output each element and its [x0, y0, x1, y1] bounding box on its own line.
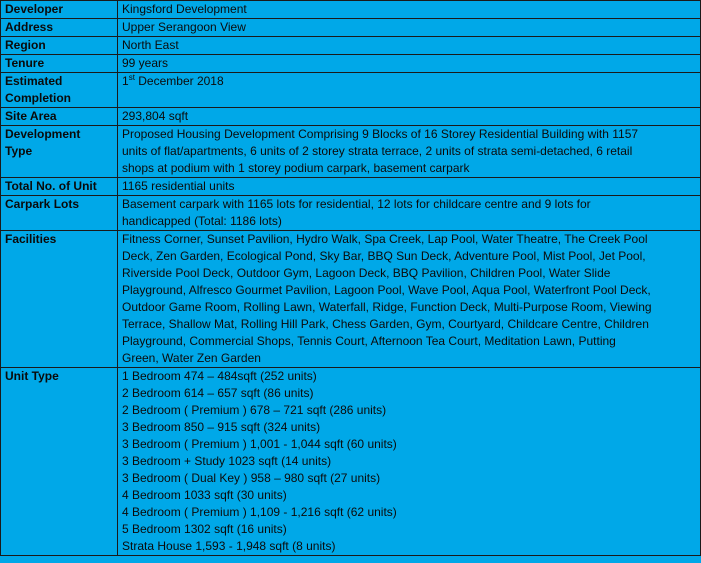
row-address — [1, 19, 701, 37]
facilities-line: Riverside Pool Deck, Outdoor Gym, Lagoon Deck, BBQ Pavilion, Children Pool, Water Slide — [122, 266, 611, 280]
completion-ordinal: st — [128, 73, 135, 82]
dev-type-line: units of flat/apartments, 6 units of 2 storey strata terrace, 2 units of strata semi-detached, 6 retail — [122, 144, 633, 158]
completion-rest: December 2018 — [134, 74, 224, 88]
unit-type-line: 4 Bedroom 1033 sqft (30 units) — [122, 488, 287, 502]
label-tenure: Tenure — [1, 55, 118, 73]
row-site-area — [1, 108, 701, 126]
row-facilities — [1, 231, 701, 368]
label-unit-type: Unit Type — [1, 368, 118, 556]
label-dev-type-line1: Development — [5, 127, 81, 141]
label-region: Region — [1, 37, 118, 55]
label-completion — [1, 73, 118, 108]
carpark-line: Basement carpark with 1165 lots for residential, 12 lots for childcare centre and 9 lots for — [122, 197, 591, 211]
facilities-line: Deck, Zen Garden, Ecological Pond, Sky Bar, BBQ Sun Deck, Adventure Pool, Mist Pool, Jet Pool, — [122, 249, 646, 263]
label-dev-type-line2: Type — [5, 144, 33, 158]
unit-type-line: 3 Bedroom ( Premium ) 1,001 - 1,044 sqft (60 units) — [122, 437, 397, 451]
row-unit-type — [1, 368, 701, 556]
facilities-line: Playground, Commercial Shops, Tennis Court, Afternoon Tea Court, Meditation Lawn, Putting — [122, 334, 616, 348]
facilities-line: Green, Water Zen Garden — [122, 351, 261, 365]
value-address: Upper Serangoon View — [118, 19, 701, 37]
dev-type-line: shops at podium with 1 storey podium carpark, basement carpark — [122, 161, 470, 175]
label-address: Address — [1, 19, 118, 37]
label-completion-line2: Completion — [5, 91, 71, 105]
unit-type-line: 5 Bedroom 1302 sqft (16 units) — [122, 522, 287, 536]
unit-type-line: 3 Bedroom 850 – 915 sqft (324 units) — [122, 420, 321, 434]
row-carpark — [1, 196, 701, 231]
value-development-type — [118, 126, 701, 178]
row-completion — [1, 73, 701, 108]
dev-type-line: Proposed Housing Development Comprising 9 Blocks of 16 Storey Residential Building with 1157 — [122, 127, 639, 141]
unit-type-line: 3 Bedroom + Study 1023 sqft (14 units) — [122, 454, 332, 468]
row-tenure — [1, 55, 701, 73]
facilities-line: Outdoor Game Room, Rolling Lawn, Waterfall, Ridge, Function Deck, Multi-Purpose Room, Viewing — [122, 300, 652, 314]
facilities-line: Fitness Corner, Sunset Pavilion, Hydro Walk, Spa Creek, Lap Pool, Water Theatre, The Creek Pool — [122, 232, 648, 246]
unit-type-line: 2 Bedroom 614 – 657 sqft (86 units) — [122, 386, 314, 400]
unit-type-line: 2 Bedroom ( Premium ) 678 – 721 sqft (286 units) — [122, 403, 387, 417]
label-developer: Developer — [1, 1, 118, 19]
facilities-line: Playground, Alfresco Gourmet Pavilion, Lagoon Pool, Wave Pool, Aqua Pool, Waterfront Pool Deck, — [122, 283, 651, 297]
row-development-type — [1, 126, 701, 178]
value-unit-type — [118, 368, 701, 556]
value-completion — [118, 73, 701, 108]
row-total-units — [1, 178, 701, 196]
label-total-units: Total No. of Unit — [1, 178, 118, 196]
carpark-line: handicapped (Total: 1186 lots) — [122, 214, 282, 228]
value-total-units: 1165 residential units — [118, 178, 701, 196]
unit-type-line: 1 Bedroom 474 – 484sqft (252 units) — [122, 369, 317, 383]
value-tenure: 99 years — [118, 55, 701, 73]
label-carpark: Carpark Lots — [1, 196, 118, 231]
label-facilities: Facilities — [1, 231, 118, 368]
label-completion-line1: Estimated — [5, 74, 63, 88]
value-site-area: 293,804 sqft — [118, 108, 701, 126]
unit-type-line: 4 Bedroom ( Premium ) 1,109 - 1,216 sqft (62 units) — [122, 505, 397, 519]
value-region: North East — [118, 37, 701, 55]
label-site-area: Site Area — [1, 108, 118, 126]
row-developer — [1, 1, 701, 19]
unit-type-line: 3 Bedroom ( Dual Key ) 958 – 980 sqft (27 units) — [122, 471, 381, 485]
row-region — [1, 37, 701, 55]
unit-type-line: Strata House 1,593 - 1,948 sqft (8 units) — [122, 539, 336, 553]
label-development-type — [1, 126, 118, 178]
completion-day: 1 — [122, 74, 129, 88]
value-facilities — [118, 231, 701, 368]
value-carpark — [118, 196, 701, 231]
facilities-line: Terrace, Shallow Mat, Rolling Hill Park, Chess Garden, Gym, Courtyard, Childcare Centre, Children — [122, 317, 649, 331]
value-developer: Kingsford Development — [118, 1, 701, 19]
